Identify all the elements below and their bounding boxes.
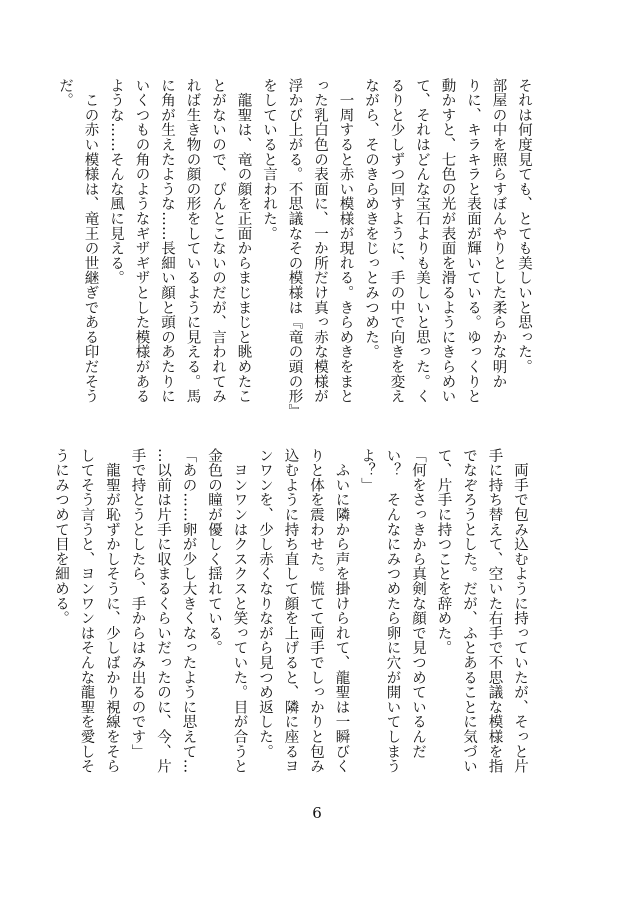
text-block-upper: それは何度見ても、とても美しいと思った。 部屋の中を照らすぼんやりとした柔らかな明か りに、キラキラと表面が輝いている。ゆっくりと 動かすと、七色の光が表面を滑るようにきらめい て、それはどんな宝石よりも美しいと思った。く るりと少しずつ回すように、手の中で向きを変え ながら、そのきらめきをじっとみつめた。 一周すると赤い模様が現れる。きらめきをまと った乳白色の表面に、一か所だけ真っ赤な模様が 浮かび上がる。不思議なその模様は『竜の頭の形』 をしていると言われた。 龍聖は、竜の顔を正面からまじまじと眺めたこ とがないので、ぴんとこないのだが、言われてみ れば生き物の顔の形をしているように見える。馬 に角が生えたような……長細い顔と頭のあたりに いくつもの角のようなギザギザとした模様がある ような……そんな風に見える。 この赤い模様は、竜王の世継ぎである印だそう だ。 <box>57 78 532 419</box>
text-block-lower: 両手で包み込むように持っていたが、そっと片 手に持ち替えて、空いた右手で不思議な模様を指 でなぞろうとした。だが、ふとあることに気づい て、片手に持つことを辞めた。 「何をさっきから真剣な顔で見つめているんだ い？ そんなにみつめたら卵に穴が開いてしまう よ？」 ふいに隣から声を掛けられて、龍聖は一瞬びく りと体を震わせた。慌てて両手でしっかりと包み 込むように持ち直して顔を上げると、隣に座るヨ ンワンを、少し赤くなりながら見つめ返した。 ヨンワンはクスクスと笑っていた。目が合うと 金色の瞳が優しく揺れている。 「あの……卵が少し大きくなったように思えて… …以前は片手に収まるくらいだったのに、今、片 手で持とうとしたら、手からはみ出るのです」 龍聖が恥ずかしそうに、少しばかり視線をそら してそう言うと、ヨンワンはそんな龍聖を愛しそ うにみつめて目を細める。 <box>53 448 528 774</box>
page-number: 6 <box>312 804 322 822</box>
